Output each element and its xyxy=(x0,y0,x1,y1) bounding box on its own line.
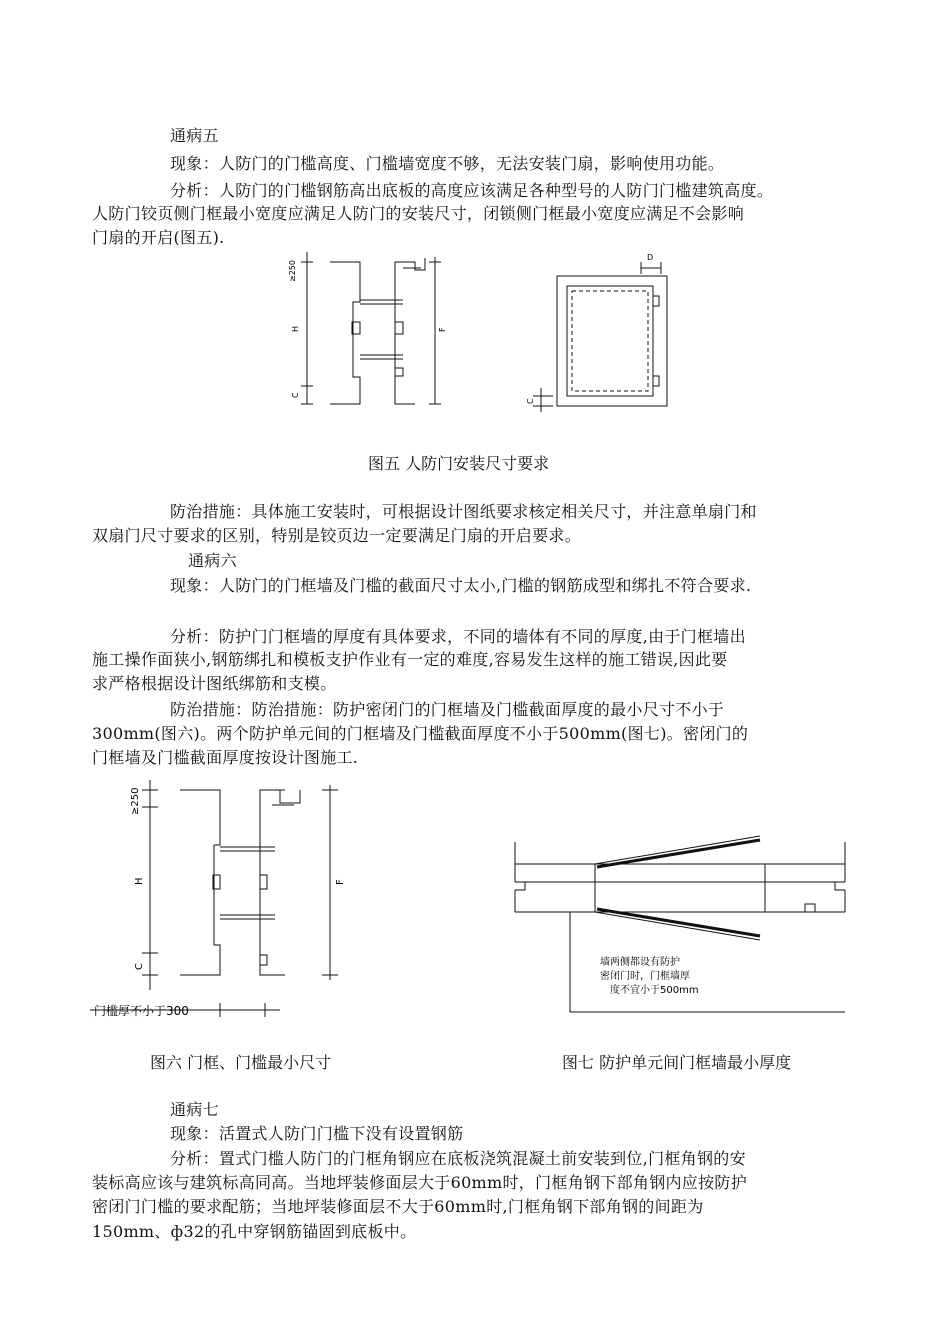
sec6-measures-1: 防治措施：防治措施：防护密闭门的门框墙及门槛截面厚度的最小尺寸不小于 xyxy=(170,700,725,719)
sec6-phenomenon: 现象：人防门的门框墙及门槛的截面尺寸太小,门槛的钢筋成型和绑扎不符合要求. xyxy=(170,576,752,595)
fig6-label-f: F xyxy=(335,879,346,885)
fig5-label-c2: C xyxy=(526,398,535,404)
figure7-diagram xyxy=(505,832,850,1017)
fig7-note-3: 度不宜小于500mm xyxy=(610,985,699,996)
fig5-label-c: C xyxy=(291,392,300,398)
fig5-label-top: ≥250 xyxy=(288,260,297,282)
sec6-analysis-3: 求严格根据设计图纸绑筋和支模。 xyxy=(92,674,337,693)
sec5-analysis-1: 分析：人防门的门槛钢筋高出底板的高度应该满足各种型号的人防门门槛建筑高度。 xyxy=(170,181,774,200)
sec5-measures-1: 防治措施：具体施工安装时，可根据设计图纸要求核定相关尺寸，并注意单扇门和 xyxy=(170,502,757,521)
sec7-analysis-4: 150mm、ф32的孔中穿钢筋锚固到底板中。 xyxy=(92,1222,417,1241)
sec5-phenomenon: 现象：人防门的门槛高度、门槛墙宽度不够，无法安装门扇，影响使用功能。 xyxy=(170,154,725,173)
figure7-caption: 图七 防护单元间门框墙最小厚度 xyxy=(562,1053,792,1072)
fig6-label-h: H xyxy=(134,877,145,885)
figure5-right-diagram xyxy=(525,250,675,440)
figure5-left-diagram xyxy=(285,252,465,412)
sec6-analysis-1: 分析：防护门门框墙的厚度有具体要求，不同的墙体有不同的厚度,由于门框墙出 xyxy=(170,627,746,646)
sec5-heading: 通病五 xyxy=(170,126,219,145)
sec7-analysis-2: 装标高应该与建筑标高同高。当地坪装修面层大于60mm时，门框角钢下部角钢内应按防护 xyxy=(92,1173,748,1192)
sec5-analysis-2: 人防门铰页侧门框最小宽度应满足人防门的安装尺寸，闭锁侧门框最小宽度应满足不会影响 xyxy=(92,204,745,223)
sec6-analysis-2: 施工操作面狭小,钢筋绑扎和模板支护作业有一定的难度,容易发生这样的施工错误,因此要 xyxy=(92,650,728,669)
sec6-measures-2: 300mm(图六)。两个防护单元间的门框墙及门槛截面厚度不小于500mm(图七)。密闭门的 xyxy=(92,724,749,743)
sec7-phenomenon: 现象：活置式人防门门槛下没有设置钢筋 xyxy=(170,1124,464,1143)
fig6-label-top: ≥250 xyxy=(130,787,141,815)
figure5-caption: 图五 人防门安装尺寸要求 xyxy=(368,454,550,473)
figure6-caption: 图六 门框、门槛最小尺寸 xyxy=(150,1053,332,1072)
sec7-analysis-3: 密闭门门槛的要求配筋；当地坪装修面层不大于60mm时,门框角钢下部角钢的间距为 xyxy=(92,1197,704,1216)
fig6-label-c: C xyxy=(134,963,145,970)
figure6-diagram xyxy=(90,775,360,1025)
sec7-heading: 通病七 xyxy=(170,1100,219,1119)
sec5-analysis-3: 门扇的开启(图五). xyxy=(92,228,225,247)
fig5-label-f: F xyxy=(438,327,447,332)
fig7-note-2: 密闭门时，门框墙厚 xyxy=(600,971,690,982)
sec6-heading: 通病六 xyxy=(188,551,237,570)
sec7-analysis-1: 分析：置式门槛人防门的门框角钢应在底板浇筑混凝土前安装到位,门框角钢的安 xyxy=(170,1149,746,1168)
fig5-label-d: D xyxy=(647,253,654,262)
fig5-label-h: H xyxy=(291,325,300,332)
sec6-measures-3: 门框墙及门槛截面厚度按设计图施工. xyxy=(92,748,359,767)
fig7-note-1: 墙两侧都设有防护 xyxy=(600,957,680,968)
fig6-label-bottom: 门槛厚不小于300 xyxy=(94,1004,189,1018)
sec5-measures-2: 双扇门尺寸要求的区别，特别是铰页边一定要满足门扇的开启要求。 xyxy=(92,526,582,545)
